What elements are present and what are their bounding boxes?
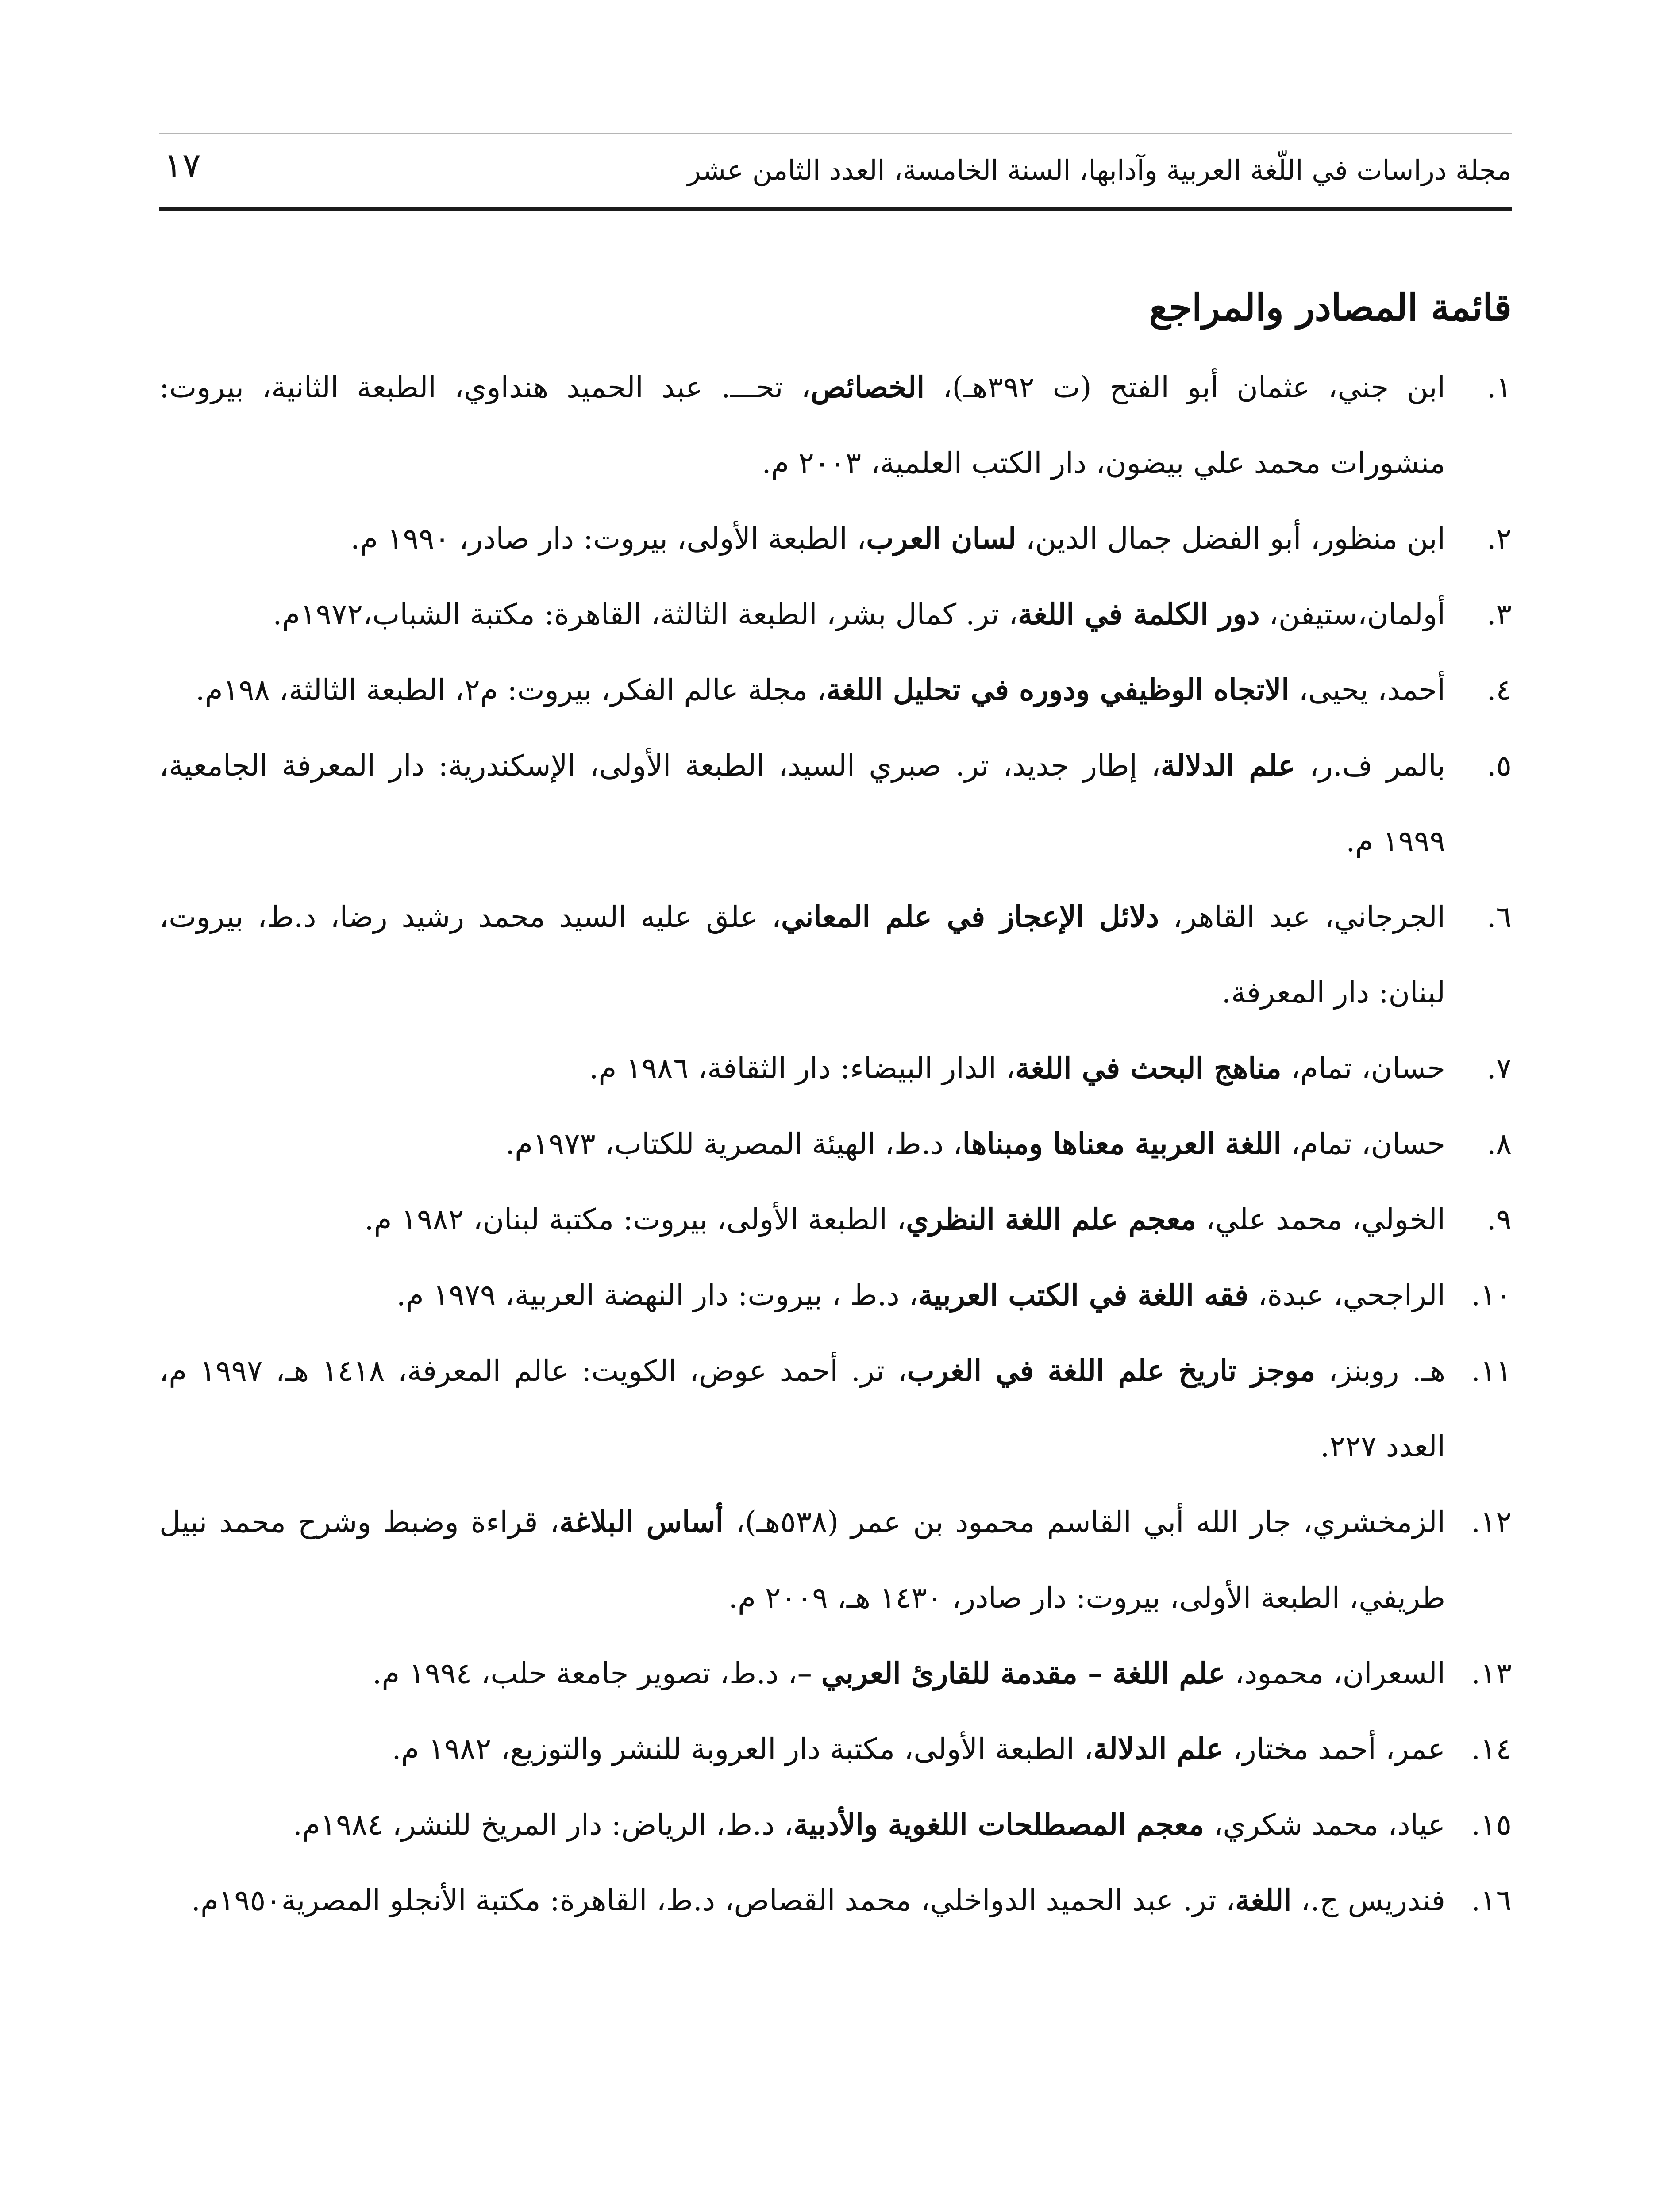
reference-item	[159, 879, 1512, 1030]
reference-item	[159, 1106, 1512, 1182]
reference-publication-details: –، د.ط، تصوير جامعة حلب، ١٩٩٤ م.	[372, 1656, 821, 1690]
reference-publication-details: ، إطار جديد، تر. صبري السيد، الطبعة الأولى، الإسكندرية: دار المعرفة الجامعية، ١٩٩٩ م.	[159, 749, 1445, 858]
header-bottom-rule	[159, 207, 1512, 211]
reference-publication-details: ، الطبعة الأولى، بيروت: دار صادر، ١٩٩٠ م.	[350, 522, 866, 556]
reference-number: ١٤.	[1471, 1732, 1512, 1766]
reference-author: أولمان،ستيفن،	[1259, 597, 1445, 631]
reference-book-title: دلائل الإعجاز في علم المعاني	[781, 899, 1159, 934]
reference-item	[159, 1636, 1512, 1711]
reference-author: ابن جني، عثمان أبو الفتح (ت ٣٩٢هـ)،	[924, 370, 1445, 404]
references-section	[159, 274, 1512, 1938]
reference-number: ٤.	[1486, 673, 1512, 707]
header-top-rule	[159, 133, 1512, 134]
reference-number: ٥.	[1486, 749, 1512, 783]
reference-text	[159, 1787, 1445, 1863]
reference-book-title: علم اللغة – مقدمة للقارئ العربي	[821, 1656, 1226, 1690]
reference-item	[159, 349, 1512, 501]
reference-item	[159, 652, 1512, 728]
reference-author: الزمخشري، جار الله أبي القاسم محمود بن عمر (٥٣٨هـ)،	[723, 1505, 1445, 1539]
reference-publication-details: ، تر. كمال بشر، الطبعة الثالثة، القاهرة: مكتبة الشباب،١٩٧٢م.	[273, 597, 1018, 631]
reference-book-title: اللغة العربية معناها ومبناها	[962, 1126, 1282, 1161]
reference-book-title: الخصائص	[810, 370, 925, 404]
reference-author: حسان، تمام،	[1281, 1051, 1445, 1085]
reference-author: ابن منظور، أبو الفضل جمال الدين،	[1016, 522, 1445, 556]
reference-item	[159, 1182, 1512, 1257]
reference-item	[159, 501, 1512, 576]
reference-item	[159, 1030, 1512, 1106]
reference-author: حسان، تمام،	[1281, 1127, 1445, 1161]
reference-author: هـ. روبنز،	[1315, 1354, 1446, 1388]
reference-item	[159, 1484, 1512, 1636]
reference-book-title: مناهج البحث في اللغة	[1015, 1051, 1282, 1085]
reference-text	[159, 501, 1445, 576]
reference-author: الخولي، محمد علي،	[1196, 1202, 1445, 1237]
journal-running-title: مجلة دراسات في اللّغة العربية وآدابها، السنة الخامسة، العدد الثامن عشر	[687, 154, 1512, 186]
reference-author: فندريس ج.،	[1291, 1883, 1445, 1917]
reference-number: ١٥.	[1471, 1808, 1512, 1842]
reference-publication-details: ، د.ط، الرياض: دار المريخ للنشر، ١٩٨٤م.	[293, 1808, 793, 1842]
reference-number: ١٠.	[1471, 1278, 1512, 1312]
reference-publication-details: ، الطبعة الأولى، بيروت: مكتبة لبنان، ١٩٨٢ م.	[364, 1202, 906, 1237]
reference-text	[159, 1333, 1445, 1484]
reference-author: الجرجاني، عبد القاهر،	[1159, 900, 1446, 934]
reference-author: الراجحي، عبدة،	[1248, 1278, 1445, 1312]
reference-book-title: موجز تاريخ علم اللغة في الغرب	[907, 1353, 1316, 1388]
reference-text	[159, 879, 1445, 1030]
reference-text	[159, 652, 1445, 728]
page-header	[159, 111, 1512, 204]
reference-text	[159, 1636, 1445, 1711]
reference-text	[159, 1106, 1445, 1182]
reference-text	[159, 1484, 1445, 1636]
reference-text	[159, 1863, 1445, 1938]
reference-book-title: فقه اللغة في الكتب العربية	[918, 1278, 1249, 1312]
reference-text	[159, 576, 1445, 652]
reference-number: ٣.	[1486, 597, 1512, 631]
reference-item	[159, 576, 1512, 652]
reference-number: ٩.	[1486, 1202, 1512, 1237]
reference-book-title: أساس البلاغة	[559, 1505, 724, 1539]
section-title: قائمة المصادر والمراجع	[1149, 285, 1512, 329]
reference-number: ١٢.	[1471, 1505, 1512, 1539]
reference-item	[159, 1863, 1512, 1938]
reference-text	[159, 1182, 1445, 1257]
reference-book-title: علم الدلالة	[1160, 748, 1296, 783]
reference-number: ١٦.	[1471, 1883, 1512, 1917]
reference-author: السعران، محمود،	[1225, 1656, 1445, 1690]
page-number: ١٧	[164, 146, 201, 186]
reference-text	[159, 1711, 1445, 1787]
reference-list	[159, 349, 1512, 1938]
reference-author: أحمد، يحيى،	[1289, 673, 1445, 707]
reference-book-title: لسان العرب	[866, 521, 1016, 556]
reference-number: ١٣.	[1471, 1656, 1512, 1690]
reference-book-title: علم الدلالة	[1093, 1732, 1224, 1766]
reference-text	[159, 1030, 1445, 1106]
reference-publication-details: ، تحـــ. عبد الحميد هنداوي، الطبعة الثانية، بيروت: منشورات محمد علي بيضون، دار الكتب العلمية، ٢٠٠٣ م.	[159, 370, 1445, 480]
reference-text	[159, 728, 1445, 879]
reference-author: عياد، محمد شكري،	[1204, 1808, 1445, 1842]
reference-publication-details: ، مجلة عالم الفكر، بيروت: م٢، الطبعة الثالثة، ١٩٨م.	[195, 673, 827, 707]
reference-book-title: معجم المصطلحات اللغوية والأدبية	[793, 1807, 1205, 1842]
reference-publication-details: ، الطبعة الأولى، مكتبة دار العروبة للنشر والتوزيع، ١٩٨٢ م.	[392, 1732, 1093, 1766]
reference-publication-details: ، قراءة وضبط وشرح محمد نبيل طريفي، الطبعة الأولى، بيروت: دار صادر، ١٤٣٠ هـ، ٢٠٠٩ م.	[159, 1505, 1445, 1615]
reference-item	[159, 728, 1512, 879]
reference-number: ١.	[1486, 370, 1512, 404]
reference-publication-details: ، علق عليه السيد محمد رشيد رضا، د.ط، بيروت، لبنان: دار المعرفة.	[159, 900, 1445, 1010]
reference-author: عمر، أحمد مختار،	[1223, 1732, 1445, 1766]
reference-publication-details: ، تر. أحمد عوض، الكويت: عالم المعرفة، ١٤١٨ هـ، ١٩٩٧ م، العدد ٢٢٧.	[159, 1354, 1445, 1463]
reference-number: ٢.	[1486, 522, 1512, 556]
reference-item	[159, 1257, 1512, 1333]
reference-number: ٨.	[1486, 1127, 1512, 1161]
reference-item	[159, 1333, 1512, 1484]
reference-number: ٧.	[1486, 1051, 1512, 1085]
reference-text	[159, 349, 1445, 501]
reference-item	[159, 1711, 1512, 1787]
reference-book-title: دور الكلمة في اللغة	[1018, 597, 1260, 631]
reference-author: بالمر ف.ر،	[1295, 749, 1445, 783]
reference-publication-details: ، د.ط ، بيروت: دار النهضة العربية، ١٩٧٩ م.	[396, 1278, 918, 1312]
reference-number: ١١.	[1471, 1354, 1512, 1388]
reference-publication-details: ، د.ط، الهيئة المصرية للكتاب، ١٩٧٣م.	[505, 1127, 963, 1161]
reference-book-title: اللغة	[1235, 1883, 1292, 1917]
reference-text	[159, 1257, 1445, 1333]
reference-book-title: الاتجاه الوظيفي ودوره في تحليل اللغة	[826, 672, 1290, 707]
reference-book-title: معجم علم اللغة النظري	[906, 1202, 1197, 1237]
reference-publication-details: ، تر. عبد الحميد الدواخلي، محمد القصاص، د.ط، القاهرة: مكتبة الأنجلو المصرية١٩٥٠م.	[191, 1883, 1236, 1917]
reference-publication-details: ، الدار البيضاء: دار الثقافة، ١٩٨٦ م.	[589, 1051, 1016, 1085]
reference-item	[159, 1787, 1512, 1863]
reference-number: ٦.	[1486, 900, 1512, 934]
